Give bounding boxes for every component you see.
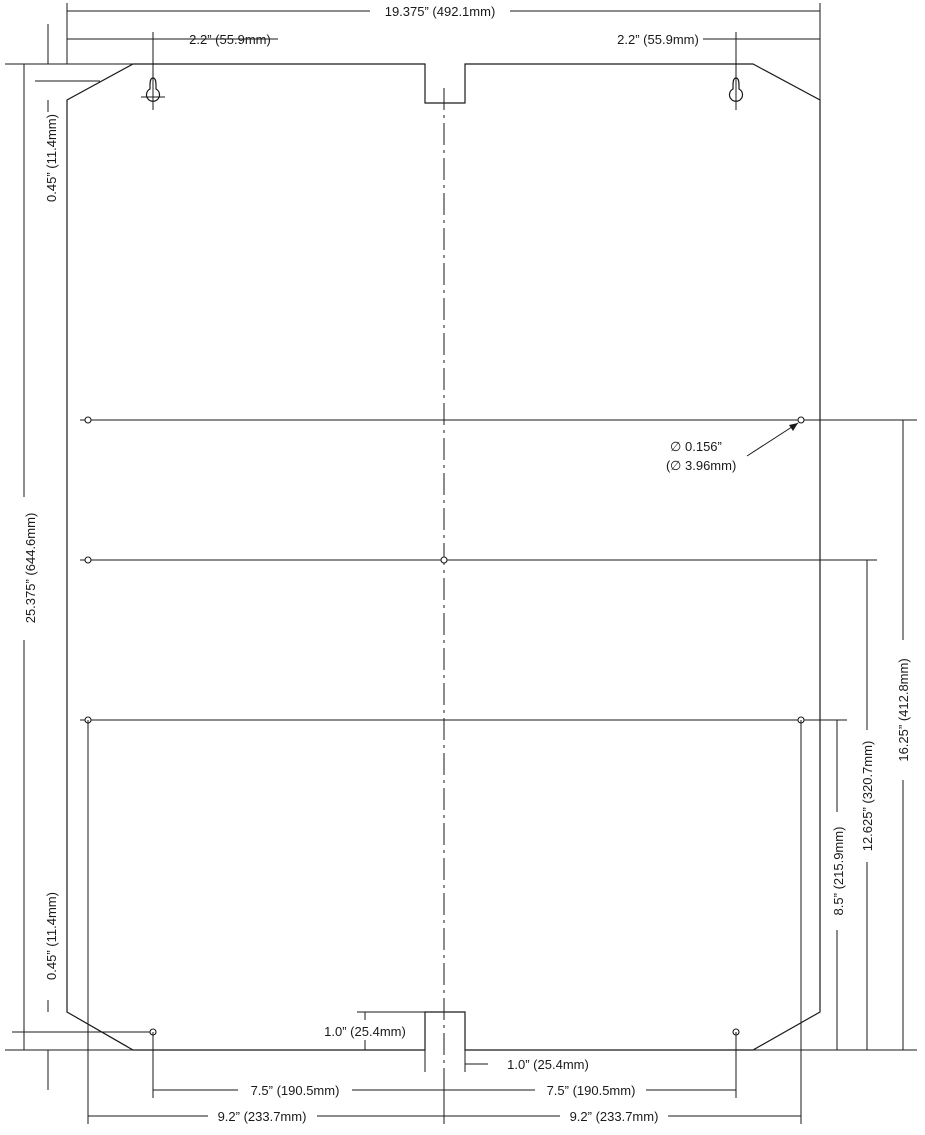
spacing-9-2-right-label: 9.2” (233.7mm) bbox=[569, 1109, 659, 1124]
notch-width-dimension bbox=[425, 1050, 589, 1072]
notch-height-dimension bbox=[324, 1012, 425, 1050]
height-16-25-label: 16.25” (412.8mm) bbox=[896, 658, 911, 762]
spacing-9-2-left-label: 9.2” (233.7mm) bbox=[217, 1109, 307, 1124]
height-8-5-label: 8.5” (215.9mm) bbox=[831, 826, 846, 916]
overall-width-dimension bbox=[67, 3, 820, 100]
hole-middle-left bbox=[85, 557, 91, 563]
keyhole-slot-left bbox=[141, 32, 165, 110]
overall-height-label: 25.375” (644.6mm) bbox=[23, 512, 38, 624]
notch-height-label: 1.0” (25.4mm) bbox=[324, 1024, 406, 1039]
hole-top-right bbox=[798, 417, 804, 423]
hole-center bbox=[441, 557, 447, 563]
keyhole-left-label: 2.2” (55.9mm) bbox=[189, 32, 271, 47]
diameter-symbol-2: ∅ bbox=[670, 458, 682, 473]
diameter-symbol-1: ∅ bbox=[670, 439, 682, 454]
hole-diameter-callout bbox=[666, 423, 798, 473]
keyhole-slot-right bbox=[730, 32, 743, 110]
height-8-5-dimension bbox=[831, 720, 846, 1050]
spacing-7-5-left-label: 7.5” (190.5mm) bbox=[250, 1083, 340, 1098]
hole-diameter-inch: 0.156” bbox=[685, 439, 722, 454]
overall-height-dimension bbox=[5, 64, 133, 1050]
bottom-chamfer-label: 0.45” (11.4mm) bbox=[44, 892, 59, 980]
hole-top-left bbox=[85, 417, 91, 423]
bottom-chamfer-dimension bbox=[12, 892, 150, 1090]
height-16-25-dimension bbox=[896, 420, 911, 1050]
notch-width-label: 1.0” (25.4mm) bbox=[507, 1057, 589, 1072]
height-12-625-dimension bbox=[860, 560, 875, 1050]
hole-diameter-paren: ( bbox=[666, 458, 671, 473]
keyhole-right-dimension bbox=[617, 32, 820, 47]
hole-diameter-mm: 3.96mm) bbox=[685, 458, 737, 473]
spacing-7-5-right-label: 7.5” (190.5mm) bbox=[546, 1083, 636, 1098]
height-12-625-label: 12.625” (320.7mm) bbox=[860, 740, 875, 852]
top-chamfer-label: 0.45” (11.4mm) bbox=[44, 114, 59, 202]
keyhole-left-dimension bbox=[67, 32, 278, 47]
overall-width-label: 19.375” (492.1mm) bbox=[384, 4, 496, 19]
keyhole-right-label: 2.2” (55.9mm) bbox=[617, 32, 699, 47]
